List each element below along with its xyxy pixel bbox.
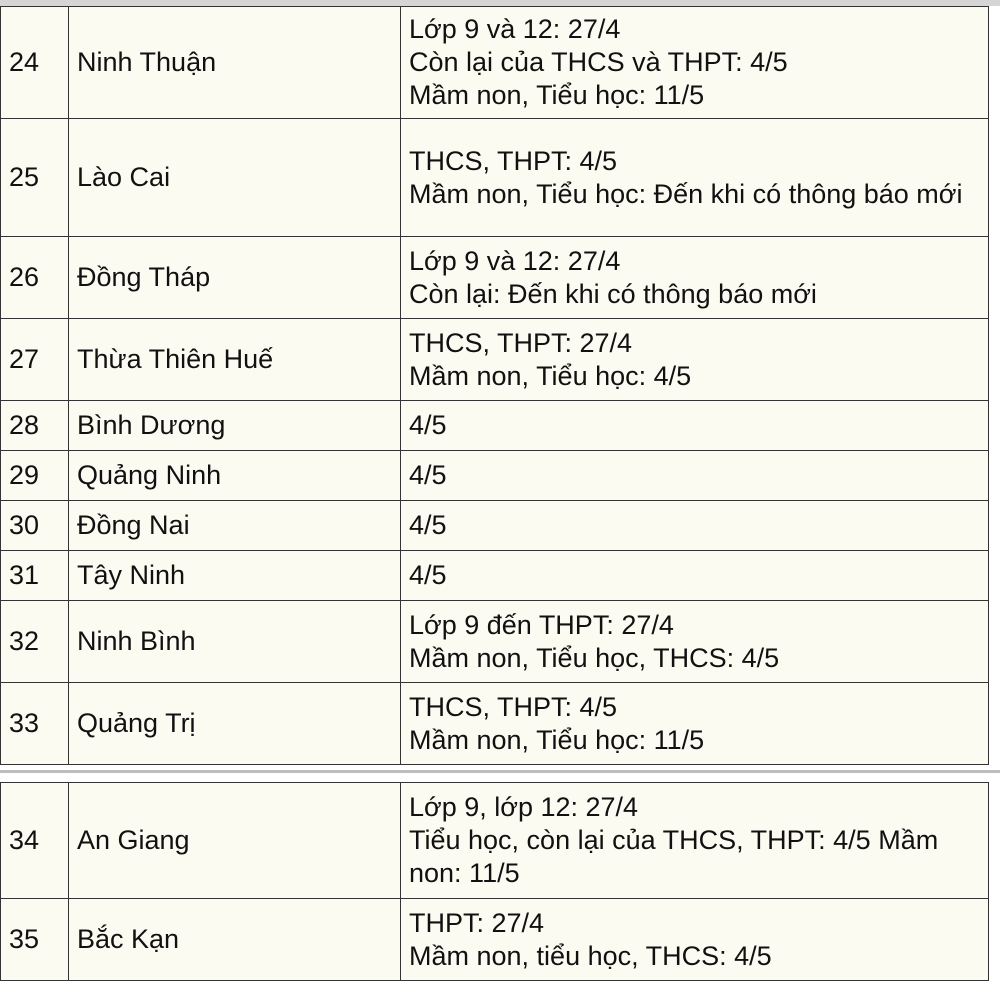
date-line: Còn lại của THCS và THPT: 4/5 [409,47,788,77]
table-row [1,401,989,451]
reopening-dates [401,783,989,899]
row-number: 25 [1,119,69,237]
date-line: Mầm non, tiểu học, THCS: 4/5 [409,940,772,971]
date-line: Lớp 9 và 12: 27/4 [409,14,621,44]
row-number: 24 [1,7,69,119]
row-number: 31 [1,551,69,601]
province-name: Ninh Thuận [69,7,401,119]
row-number: 29 [1,451,69,501]
row-number: 32 [1,601,69,683]
date-line: Mầm non, Tiểu học: 11/5 [409,724,705,755]
date-line: Còn lại: Đến khi có thông báo mới [409,278,817,309]
reopening-dates [401,551,989,601]
reopening-dates [401,601,989,683]
row-number: 35 [1,899,69,981]
row-number: 30 [1,501,69,551]
date-line: THCS, THPT: 27/4 [409,327,633,358]
school-reopening-table-part-1 [0,6,989,765]
school-reopening-table-part-2 [0,782,989,981]
date-line: Lớp 9 đến THPT: 27/4 [409,609,674,640]
province-name: Tây Ninh [69,551,401,601]
province-name: An Giang [69,783,401,899]
province-name: Quảng Trị [69,683,401,765]
reopening-dates [401,451,989,501]
table-row [1,551,989,601]
table-row [1,319,989,401]
section-divider [0,770,1000,773]
row-number: 27 [1,319,69,401]
date-line: THPT: 27/4 [409,907,545,938]
date-line: Mầm non, Tiểu học, THCS: 4/5 [409,642,780,673]
province-name: Ninh Bình [69,601,401,683]
date-line: THCS, THPT: 4/5 [409,691,618,722]
table-row [1,783,989,899]
province-name: Lào Cai [69,119,401,237]
reopening-dates [401,237,989,319]
province-name: Thừa Thiên Huế [69,319,401,401]
table-row [1,7,989,119]
province-name: Đồng Nai [69,501,401,551]
reopening-dates [401,319,989,401]
date-line: Mầm non, Tiểu học: Đến khi có thông báo mới [409,178,963,209]
reopening-dates [401,7,989,119]
table-row [1,501,989,551]
date-line: 4/5 [409,410,447,440]
province-name: Quảng Ninh [69,451,401,501]
province-name: Bắc Kạn [69,899,401,981]
table-row [1,119,989,237]
date-line: 4/5 [409,460,447,490]
date-line: Mầm non, Tiểu học: 11/5 [409,80,705,110]
date-line: 4/5 [409,510,447,540]
row-number: 26 [1,237,69,319]
row-number: 28 [1,401,69,451]
reopening-dates [401,501,989,551]
reopening-dates [401,401,989,451]
reopening-dates [401,119,989,237]
row-number: 33 [1,683,69,765]
reopening-dates [401,899,989,981]
date-line: Mầm non, Tiểu học: 4/5 [409,360,692,391]
table-row [1,601,989,683]
table-row [1,683,989,765]
date-line: Lớp 9, lớp 12: 27/4 [409,792,639,822]
province-name: Bình Dương [69,401,401,451]
date-line: Lớp 9 và 12: 27/4 [409,245,621,276]
province-name: Đồng Tháp [69,237,401,319]
reopening-dates [401,683,989,765]
date-line: Tiểu học, còn lại của THCS, THPT: 4/5 Mầm non: 11/5 [409,825,939,888]
table-row [1,451,989,501]
date-line: THCS, THPT: 4/5 [409,145,618,176]
table-row [1,899,989,981]
row-number: 34 [1,783,69,899]
table-row [1,237,989,319]
date-line: 4/5 [409,560,447,590]
